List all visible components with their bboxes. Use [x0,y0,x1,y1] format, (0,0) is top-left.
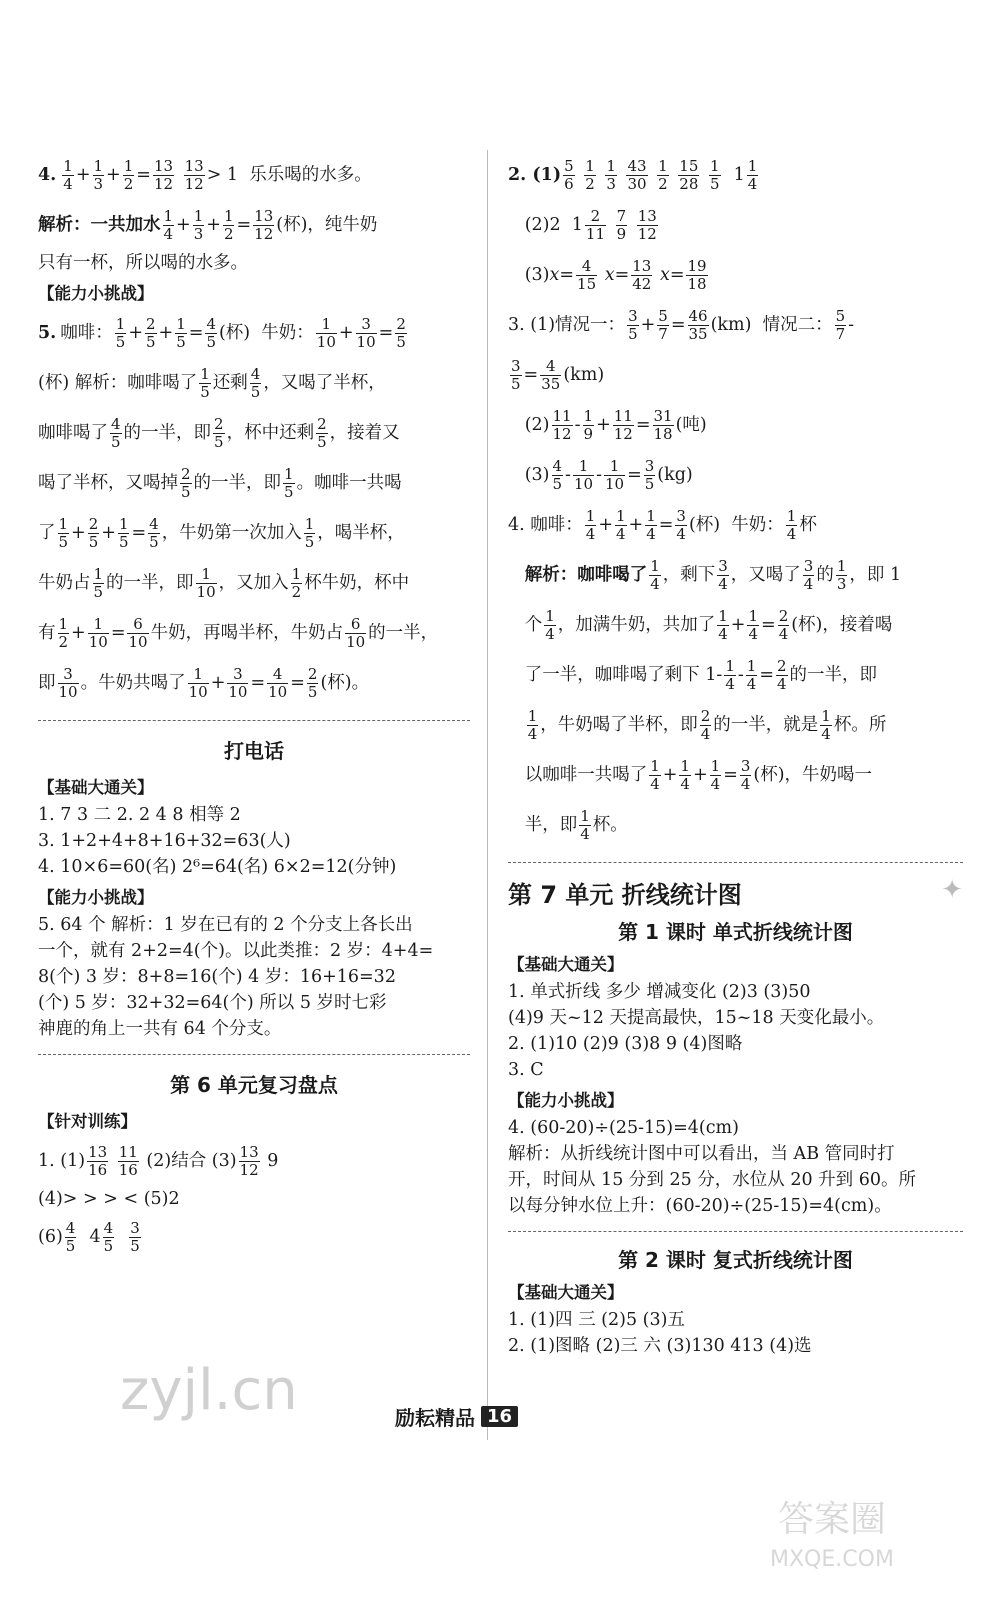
answer-line: 以每分钟水位上升：(60-20)÷(25-15)=4(cm)。 [508,1196,892,1216]
lesson2-title: 第 2 课时 复式折线统计图 [618,1248,853,1272]
answer-line: 4. (60-20)÷(25-15)=4(cm) [508,1118,739,1138]
unit-title: 第 7 单元 折线统计图 ✦ [508,875,963,909]
q4-line: 4. 1 4 + 1 3 + 1 2 = 13 12 13 12 > 1 乐乐喝的水多。 [38,156,372,193]
watermark-logo: 答案圈 MXQE.COM [770,1499,894,1572]
r-q2-line2: (2)2 1 2 11 7 9 13 12 [524,206,657,243]
q4-analysis-b: 只有一杯，所以喝的水多。 [38,253,248,273]
section-divider-right-2 [508,1231,963,1232]
r-q4-line1: 4. 咖啡： 1 4 + 1 4 + 1 4 = 3 4 (杯) 牛奶： 1 4 杯 [508,506,817,543]
left-column [38,150,470,1262]
column-divider [487,150,488,1440]
r-q3-line2: 3 5 = 4 35 (km) [511,356,605,393]
r-q4-analysis2: 个 1 4 ，加满牛奶，共加了 1 4 + 1 4 = 2 4 (杯)，接着喝 [524,606,893,643]
r-q3-line4: (3) 4 5 - 1 10 - 1 10 = 3 5 (kg) [524,456,693,493]
answer-line: 1. 7 3 二 2. 2 4 8 相等 2 [38,805,241,825]
answer-line: 1. 单式折线 多少 增减变化 (2)3 (3)50 [508,982,811,1002]
section-title-review: 第 6 单元复习盘点 [170,1073,338,1097]
r-q3-line1: 3. (1)情况一： 3 5 + 5 7 = 46 35 (km) 情况二： 5 7 - [508,306,855,343]
r-q4-analysis3: 了一半，咖啡喝了剩下 1- 1 4 - 1 4 = 2 4 的一半，即 [524,656,878,693]
phone-answers [38,802,470,880]
lesson1-q4 [508,1115,963,1219]
q5-line8: 即 3 10 。牛奶共喝了 1 10 + 3 10 = 4 10 = 2 5 (杯)。 [38,664,370,701]
section-divider-2 [38,1054,470,1055]
heading-basic: 【基础大通关】 [38,778,154,797]
review-line1: 1. (1) 13 16 11 16 (2)结合 (3) 13 12 9 [38,1142,279,1179]
answer-line: 1. (1)四 三 (2)5 (3)五 [508,1310,685,1330]
answer-line: 2. (1)10 (2)9 (3)8 9 (4)图略 [508,1034,743,1054]
section-divider [38,720,470,721]
heading-challenge-right: 【能力小挑战】 [508,1091,624,1110]
heading-basic-right: 【基础大通关】 [508,955,624,974]
lesson2-answers [508,1307,963,1359]
page-footer [395,1402,518,1431]
r-q4-analysis6: 半，即 1 4 杯。 [524,806,628,843]
r-q2-line1: 2. (1) 5 6 1 2 1 3 43 30 1 2 15 28 1 5 1 1 4 [508,156,758,193]
brand-label: 励耘精品 [395,1406,475,1430]
q4-analysis: 解析：一共加水 1 4 + 1 3 + 1 2 = 13 12 (杯)，纯牛奶 [38,206,378,243]
r-q4-analysis4: 1 4 ，牛奶喝了半杯，即 2 4 的一半，就是 1 4 杯。所 [527,706,887,743]
star-icon: ✦ [941,875,963,905]
r-q3-line3: (2) 11 12 - 1 9 + 11 12 = 31 18 (吨) [524,406,707,443]
heading-challenge-2: 【能力小挑战】 [38,888,154,907]
answer-line: 一个，就有 2+2=4(个)。以此类推：2 岁：4+4= [38,941,434,961]
heading-challenge: 【能力小挑战】 [38,284,154,303]
q5-line6: 牛奶占 1 5 的一半，即 1 10 ，又加入 1 2 杯牛奶，杯中 [38,564,410,601]
answer-line: 开，时间从 15 分到 25 分，水位从 20 升到 60。所 [508,1170,917,1190]
phone-q5-answer [38,912,470,1042]
lesson1-title: 第 1 课时 单式折线统计图 [618,920,853,944]
answer-line: 8(个) 3 岁：8+8=16(个) 4 岁：16+16=32 [38,967,396,987]
review-line2: (4)> > > < (5)2 [38,1189,180,1209]
section-divider-right [508,862,963,863]
answer-line: 2. (1)图略 (2)三 六 (3)130 413 (4)选 [508,1336,812,1356]
answer-line: 3. 1+2+4+8+16+32=63(人) [38,831,291,851]
q5-line5: 了 1 5 + 2 5 + 1 5 = 4 5 ，牛奶第一次加入 1 5 ，喝半杯， [38,514,405,551]
r-q2-line3: (3) x = 4 15 x = 13 42 x = 19 18 [524,256,707,293]
q5-line4: 喝了半杯，又喝掉 2 5 的一半，即 1 5 。咖啡一共喝 [38,464,402,501]
heading-basic-right-2: 【基础大通关】 [508,1283,624,1302]
right-column [508,150,963,1359]
answer-line: 解析：从折线统计图中可以看出，当 AB 管同时打 [508,1144,895,1164]
q5-line2: (杯) 解析：咖啡喝了 1 5 还剩 4 5 ，又喝了半杯， [38,364,386,401]
answer-line: 3. C [508,1060,544,1080]
answer-line: 神鹿的角上一共有 64 个分支。 [38,1019,282,1039]
watermark-site: zyjl.cn [120,1358,298,1423]
heading-target: 【针对训练】 [38,1112,137,1131]
r-q4-analysis1: 解析：咖啡喝了 1 4 ，剩下 3 4 ，又喝了 3 4 的 1 3 ，即 1 [524,556,902,593]
page-number: 16 [481,1406,518,1427]
section-title-phone: 打电话 [224,739,284,763]
q5-line3: 咖啡喝了 4 5 的一半，即 2 5 ，杯中还剩 2 5 ，接着又 [38,414,400,451]
q5-line1: 5. 咖啡： 1 5 + 2 5 + 1 5 = 4 5 (杯) 牛奶： 1 10 + 3 10 = 2 5 [38,314,406,351]
q5-line7: 有 1 2 + 1 10 = 6 10 牛奶，再喝半杯，牛奶占 6 10 的一半， [38,614,439,651]
answer-line: (个) 5 岁：32+32=64(个) 所以 5 岁时七彩 [38,993,387,1013]
lesson1-answers [508,979,963,1083]
answer-line: 5. 64 个 解析：1 岁在已有的 2 个分支上各长出 [38,915,413,935]
answer-line: (4)9 天~12 天提高最快，15~18 天变化最小。 [508,1008,885,1028]
r-q4-analysis5: 以咖啡一共喝了 1 4 + 1 4 + 1 4 = 3 4 (杯)，牛奶喝一 [524,756,873,793]
answer-line: 4. 10×6=60(名) 2⁶=64(名) 6×2=12(分钟) [38,857,397,877]
review-line3: (6) 4 5 4 4 5 3 5 [38,1218,140,1255]
